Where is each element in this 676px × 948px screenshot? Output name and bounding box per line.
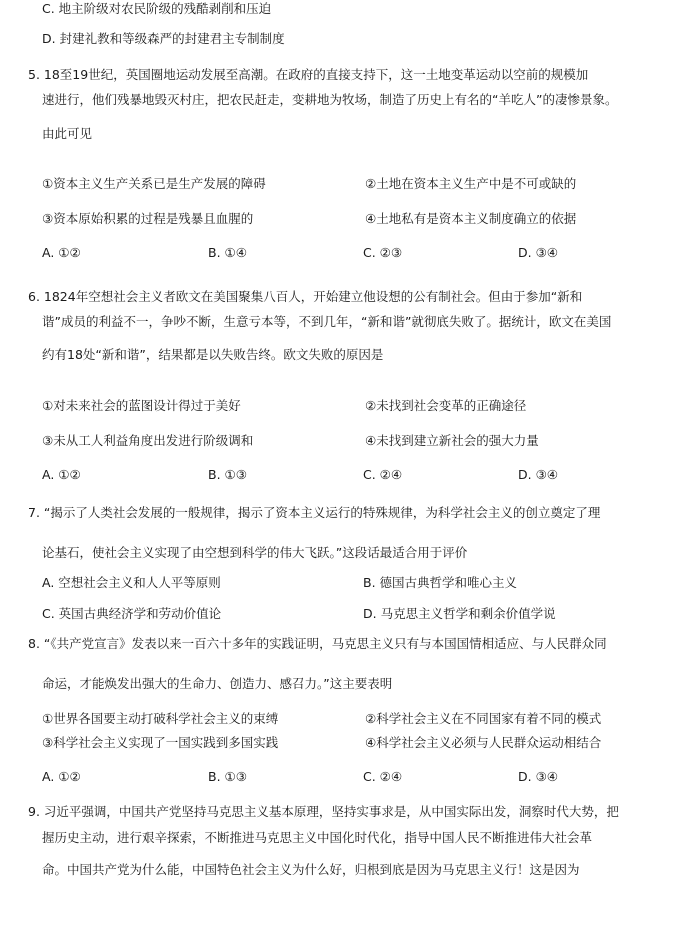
question-6-choice-d: D. ③④ bbox=[518, 467, 558, 482]
question-8-choice-c: C. ②④ bbox=[363, 769, 403, 784]
question-7-choice-c: C. 英国古典经济学和劳动价值论 bbox=[42, 606, 222, 621]
question-5-item: ③资本原始积累的过程是残暴且血腥的 bbox=[42, 211, 254, 226]
question-8-stem-line: 命运，才能焕发出强大的生命力、创造力、感召力。”这主要表明 bbox=[42, 676, 393, 691]
question-5-item: ①资本主义生产关系已是生产发展的障碍 bbox=[42, 176, 266, 191]
question-6-item: ④未找到建立新社会的强大力量 bbox=[365, 433, 539, 448]
question-6-stem-line: 6. 1824年空想社会主义者欧文在美国聚集八百人，开始建立他设想的公有制社会。但由于参加“新和 bbox=[28, 289, 583, 304]
question-5-item: ②土地在资本主义生产中是不可或缺的 bbox=[365, 176, 577, 191]
question-7-choice-b: B. 德国古典哲学和唯心主义 bbox=[363, 575, 518, 590]
question-5-choice-d: D. ③④ bbox=[518, 245, 558, 260]
question-5-item: ④土地私有是资本主义制度确立的依据 bbox=[365, 211, 577, 226]
question-7-stem-line: 7. “揭示了人类社会发展的一般规律，揭示了资本主义运行的特殊规律，为科学社会主义的创立奠定了理 bbox=[28, 505, 601, 520]
question-6-stem-line: 约有18处“新和谐”，结果都是以失败告终。欧文失败的原因是 bbox=[42, 347, 384, 362]
question-8-item: ④科学社会主义必须与人民群众运动相结合 bbox=[365, 735, 602, 750]
question-6-item: ③未从工人利益角度出发进行阶级调和 bbox=[42, 433, 254, 448]
question-8-choice-d: D. ③④ bbox=[518, 769, 558, 784]
question-8-item: ③科学社会主义实现了一国实践到多国实践 bbox=[42, 735, 279, 750]
question-5-stem-line: 由此可见 bbox=[42, 126, 93, 141]
question-5-choice-c: C. ②③ bbox=[363, 245, 403, 260]
question-6-choice-a: A. ①② bbox=[42, 467, 81, 482]
question-5-stem-line: 速进行，他们残暴地毁灭村庄，把农民赶走，变耕地为牧场，制造了历史上有名的“羊吃人”的凄惨景象。 bbox=[42, 92, 618, 107]
question-8-item: ①世界各国要主动打破科学社会主义的束缚 bbox=[42, 711, 279, 726]
question-6-choice-c: C. ②④ bbox=[363, 467, 403, 482]
question-7-stem-line: 论基石，使社会主义实现了由空想到科学的伟大飞跃。”这段话最适合用于评价 bbox=[42, 545, 468, 560]
question-8-choice-a: A. ①② bbox=[42, 769, 81, 784]
question-6-item: ②未找到社会变革的正确途径 bbox=[365, 398, 527, 413]
question-5-choice-a: A. ①② bbox=[42, 245, 81, 260]
question-8-stem-line: 8. “《共产党宣言》发表以来一百六十多年的实践证明，马克思主义只有与本国国情相适应、与人民群众同 bbox=[28, 636, 607, 651]
question-6-stem-line: 谐”成员的利益不一，争吵不断，生意亏本等，不到几年，“新和谐”就彻底失败了。据统计，欧文在美国 bbox=[42, 314, 612, 329]
question-6-item: ①对未来社会的蓝图设计得过于美好 bbox=[42, 398, 241, 413]
question-5-stem-line: 5. 18至19世纪，英国圈地运动发展至高潮。在政府的直接支持下，这一土地变革运动以空前的规模加 bbox=[28, 67, 589, 82]
question-7-choice-a: A. 空想社会主义和人人平等原则 bbox=[42, 575, 221, 590]
question-9-stem-line: 9. 习近平强调，中国共产党坚持马克思主义基本原理，坚持实事求是，从中国实际出发，洞察时代大势，把 bbox=[28, 804, 619, 819]
question-9-stem-line: 命。中国共产党为什么能，中国特色社会主义为什么好，归根到底是因为马克思主义行！这是因为 bbox=[42, 862, 580, 877]
question-8-item: ②科学社会主义在不同国家有着不同的模式 bbox=[365, 711, 602, 726]
question-6-choice-b: B. ①③ bbox=[208, 467, 247, 482]
question-7-choice-d: D. 马克思主义哲学和剩余价值学说 bbox=[363, 606, 556, 621]
option-d: D. 封建礼教和等级森严的封建君主专制制度 bbox=[42, 31, 285, 46]
question-9-stem-line: 握历史主动，进行艰辛探索，不断推进马克思主义中国化时代化，指导中国人民不断推进伟大社会革 bbox=[42, 830, 593, 845]
option-c: C. 地主阶级对农民阶级的残酷剥削和压迫 bbox=[42, 1, 272, 16]
question-8-choice-b: B. ①③ bbox=[208, 769, 247, 784]
question-5-choice-b: B. ①④ bbox=[208, 245, 247, 260]
